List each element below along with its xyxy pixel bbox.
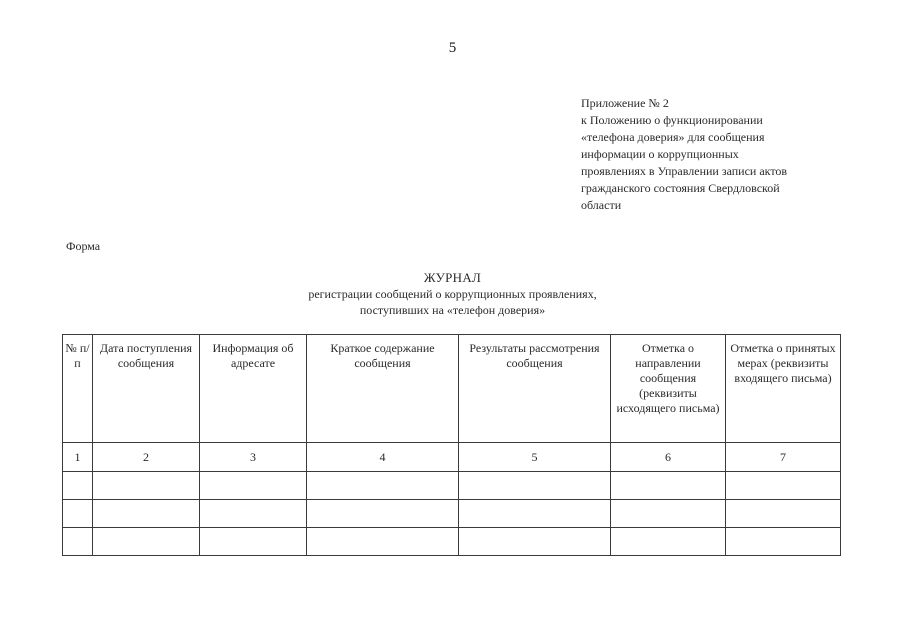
appendix-line: «телефона доверия» для сообщения bbox=[581, 130, 765, 144]
table-cell bbox=[93, 528, 200, 556]
appendix-block bbox=[581, 95, 841, 214]
table-cell bbox=[611, 472, 726, 500]
table-cell bbox=[307, 472, 459, 500]
table-row bbox=[63, 472, 841, 500]
table-cell bbox=[726, 500, 841, 528]
column-number: 3 bbox=[200, 443, 307, 472]
appendix-line: проявлениях в Управлении записи актов bbox=[581, 164, 788, 178]
column-number: 5 bbox=[459, 443, 611, 472]
table-cell bbox=[307, 500, 459, 528]
form-label: Форма bbox=[66, 239, 101, 253]
table-cell bbox=[459, 528, 611, 556]
column-number: 1 bbox=[63, 443, 93, 472]
table-cell bbox=[200, 500, 307, 528]
table-cell bbox=[459, 500, 611, 528]
appendix-line: Приложение № 2 bbox=[581, 96, 669, 110]
table-cell bbox=[307, 528, 459, 556]
table-cell bbox=[63, 472, 93, 500]
table-cell bbox=[459, 472, 611, 500]
header-cell-results: Результаты рассмотрения сообщения bbox=[459, 335, 611, 443]
column-number: 4 bbox=[307, 443, 459, 472]
header-cell-summary: Краткое содержание сообщения bbox=[307, 335, 459, 443]
column-number: 2 bbox=[93, 443, 200, 472]
table-cell bbox=[93, 472, 200, 500]
appendix-line: информации о коррупционных bbox=[581, 147, 739, 161]
header-cell-number: № п/п bbox=[63, 335, 93, 443]
journal-table bbox=[62, 334, 841, 556]
table-cell bbox=[63, 528, 93, 556]
column-number-row bbox=[63, 443, 841, 472]
journal-heading bbox=[0, 270, 905, 318]
appendix-line: области bbox=[581, 198, 622, 212]
header-cell-date: Дата поступления сообщения bbox=[93, 335, 200, 443]
journal-title: ЖУРНАЛ bbox=[423, 270, 482, 285]
appendix-line: гражданского состояния Свердловской bbox=[581, 181, 780, 195]
page-number: 5 bbox=[448, 40, 457, 56]
table-cell bbox=[200, 528, 307, 556]
journal-subtitle-line-1: регистрации сообщений о коррупционных проявлениях, bbox=[308, 287, 597, 301]
table-cell bbox=[726, 528, 841, 556]
header-cell-outgoing: Отметка о направлении сообщения (реквизиты исходящего письма) bbox=[611, 335, 726, 443]
table-row bbox=[63, 500, 841, 528]
table-row bbox=[63, 528, 841, 556]
header-cell-measures: Отметка о принятых мерах (реквизиты входящего письма) bbox=[726, 335, 841, 443]
appendix-line: к Положению о функционировании bbox=[581, 113, 763, 127]
column-number: 7 bbox=[726, 443, 841, 472]
table-cell bbox=[611, 528, 726, 556]
table-cell bbox=[93, 500, 200, 528]
column-number: 6 bbox=[611, 443, 726, 472]
table-cell bbox=[200, 472, 307, 500]
table-cell bbox=[726, 472, 841, 500]
header-row bbox=[63, 335, 841, 443]
journal-subtitle-line-2: поступивших на «телефон доверия» bbox=[359, 303, 546, 317]
table-cell bbox=[611, 500, 726, 528]
table-cell bbox=[63, 500, 93, 528]
header-cell-addressee: Информация об адресате bbox=[200, 335, 307, 443]
